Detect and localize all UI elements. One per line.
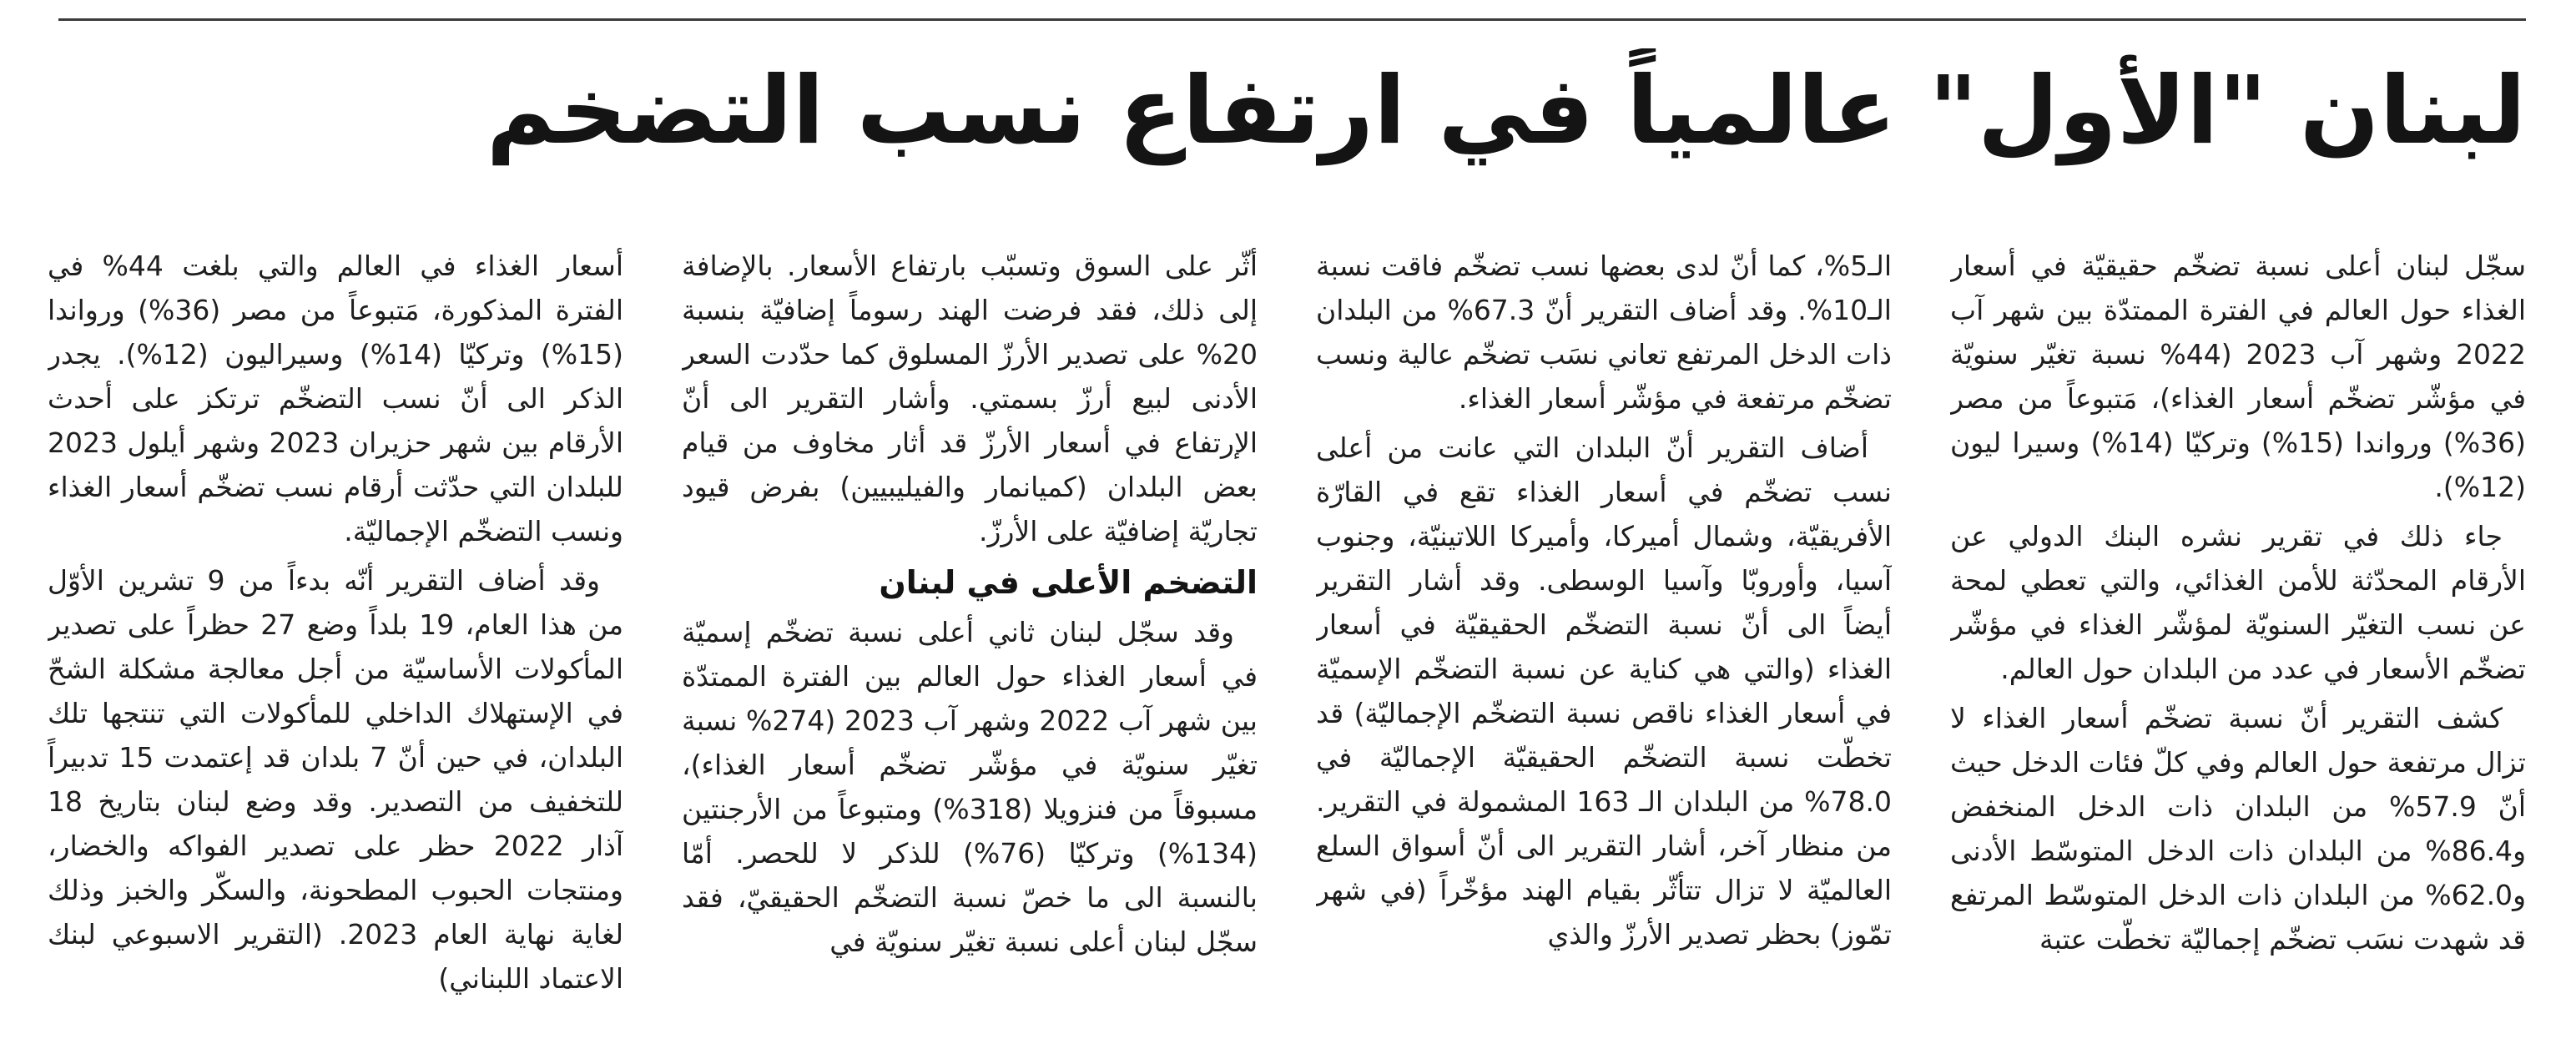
paragraph: وقد أضاف التقرير أنّه بدءاً من 9 تشرين الأوّل من هذا العام، 19 بلداً وضع 27 حظراً على تصدير المأكولات الأساسيّة من أجل معالجة مشكلة الشحّ في الإستهلاك الداخلي للمأكولات التي تنتجها تلك البلدان، في حين أنّ 7 بلدان قد إعتمدت 15 تدبيراً للتخفيف من التصدير. وقد وضع لبنان بتاريخ 18 آذار 2022 حظر على تصدير الفواكه والخضار، ومنتجات الحبوب المطحونة، والسكّر والخبز وذلك لغاية نهاية العام 2023. (التقرير الاسبوعي لبنك الاعتماد اللبناني) xyxy=(48,564,623,995)
column-4 xyxy=(48,244,623,995)
column-3 xyxy=(682,244,1258,995)
column-1 xyxy=(1950,244,2526,995)
paragraph: سجّل لبنان أعلى نسبة تضخّم حقيقيّة في أسعار الغذاء حول العالم في الفترة الممتدّة بين شهر آب 2022 وشهر آب 2023 (44% نسبة تغيّر سنويّة في مؤشّر تضخّم أسعار الغذاء)، مَتبوعاً من مصر (36%) ورواندا (15%) وتركيّا (14%) وسيرا ليون (12%). xyxy=(1950,250,2526,503)
paragraph: كشف التقرير أنّ نسبة تضخّم أسعار الغذاء لا تزال مرتفعة حول العالم وفي كلّ فئات الدخل حيث أنّ 57.9% من البلدان ذات الدخل المنخفض و86.4% من البلدان ذات الدخل المتوسّط الأدنى و62.0% من البلدان ذات الدخل المتوسّط المرتفع قد شهدت نسَب تضخّم إجماليّة تخطّت عتبة xyxy=(1950,702,2526,956)
paragraph: أسعار الغذاء في العالم والتي بلغت 44% في الفترة المذكورة، مَتبوعاً من مصر (36%) ورواندا (15%) وتركيّا (14%) وسيراليون (12%). يجدر الذكر الى أنّ نسب التضخّم ترتكز على أحدث الأرقام بين شهر حزيران 2023 وشهر أيلول 2023 للبلدان التي حدّثت أرقام نسب تضخّم أسعار الغذاء ونسب التضخّم الإجماليّة. xyxy=(48,250,623,547)
paragraph: أثّر على السوق وتسبّب بارتفاع الأسعار. بالإضافة إلى ذلك، فقد فرضت الهند رسوماً إضافيّة بنسبة 20% على تصدير الأرزّ المسلوق كما حدّدت السعر الأدنى لبيع أرزّ بسمتي. وأشار التقرير الى أنّ الإرتفاع في أسعار الأرزّ قد أثار مخاوف من قيام بعض البلدان (كميانمار والفيليبيين) بفرض قيود تجاريّة إضافيّة على الأرزّ. xyxy=(682,250,1258,547)
top-rule xyxy=(58,18,2526,21)
paragraph: جاء ذلك في تقرير نشره البنك الدولي عن الأرقام المحدّثة للأمن الغذائي، والتي تعطي لمحة عن نسب التغيّر السنويّة لمؤشّر الغذاء في مؤشّر تضخّم الأسعار في عدد من البلدان حول العالم. xyxy=(1950,520,2526,685)
headline: لبنان "الأول" عالمياً في ارتفاع نسب التضخم xyxy=(486,57,2526,165)
paragraph: أضاف التقرير أنّ البلدان التي عانت من أعلى نسب تضخّم في أسعار الغذاء تقع في القارّة الأفريقيّة، وشمال أميركا، وأميركا اللاتينيّة، وجنوب آسيا، وأوروبّا وآسيا الوسطى. وقد أشار التقرير أيضاً الى أنّ نسبة التضخّم الحقيقيّة في أسعار الغذاء (والتي هي كناية عن نسبة التضخّم الإسميّة في أسعار الغذاء ناقص نسبة التضخّم الإجماليّة) قد تخطّت نسبة التضخّم الحقيقيّة الإجماليّة في 78.0% من البلدان الـ 163 المشمولة في التقرير. من منظار آخر، أشار التقرير الى أنّ أسواق السلع العالميّة لا تزال تتأثّر بقيام الهند مؤخّراً (في شهر تمّوز) بحظر تصدير الأرزّ والذي xyxy=(1316,431,1892,951)
paragraph: الـ5%، كما أنّ لدى بعضها نسب تضخّم فاقت نسبة الـ10%. وقد أضاف التقرير أنّ 67.3% من البلدان ذات الدخل المرتفع تعاني نسَب تضخّم عالية ونسب تضخّم مرتفعة في مؤشّر أسعار الغذاء. xyxy=(1316,250,1892,415)
subheading: التضخم الأعلى في لبنان xyxy=(879,564,1258,601)
article-body xyxy=(48,244,2526,995)
column-2 xyxy=(1316,244,1892,995)
paragraph: وقد سجّل لبنان ثاني أعلى نسبة تضخّم إسميّة في أسعار الغذاء حول العالم بين الفترة الممتدّة بين شهر آب 2022 وشهر آب 2023 (274% نسبة تغيّر سنويّة في مؤشّر تضخّم أسعار الغذاء)، مسبوقاً من فنزويلا (318%) ومتبوعاً من الأرجنتين (134%) وتركيّا (76%) للذكر لا للحصر. أمّا بالنسبة الى ما خصّ نسبة التضخّم الحقيقيّ، فقد سجّل لبنان أعلى نسبة تغيّر سنويّة في xyxy=(682,616,1258,958)
